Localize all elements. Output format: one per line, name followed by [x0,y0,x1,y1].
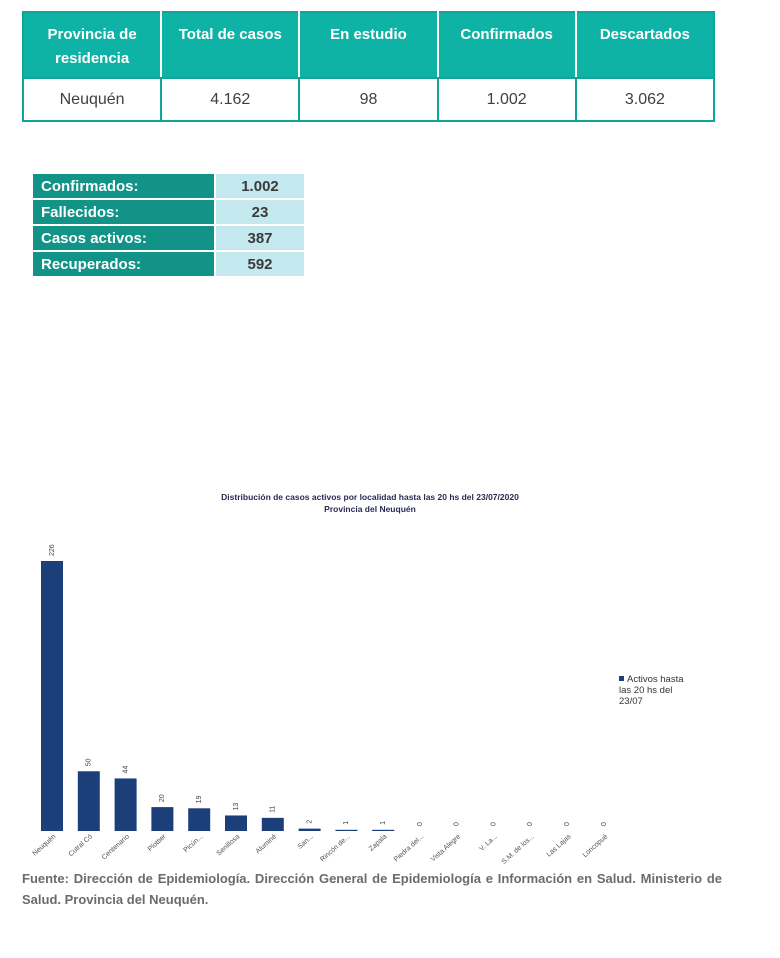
bar-2 [115,778,137,831]
status-row-confirmados [33,174,304,198]
status-row-recuperados [33,252,304,276]
x-tick-label-4: Picún... [182,833,205,855]
data-label-8: 1 [343,820,351,825]
data-label-7: 2 [306,819,314,824]
x-tick-label-9: Zapala [367,833,389,853]
header-total-casos: Total de casos [161,12,299,78]
x-tick-label-3: Plottier [146,833,168,854]
bar-9 [372,830,394,831]
data-label-3: 20 [159,794,167,803]
data-label-4: 19 [196,795,204,804]
legend-swatch [619,676,624,681]
data-label-9: 1 [380,820,388,825]
data-label-15: 0 [600,822,608,826]
x-tick-label-1: Cutral Có [67,833,95,859]
data-label-10: 0 [416,822,424,826]
case-status-table [33,172,304,278]
data-label-0: 226 [48,544,56,556]
status-value: 1.002 [216,174,304,198]
header-en-estudio: En estudio [299,12,437,78]
bar-3 [151,807,173,831]
x-tick-label-5: Senillosa [215,833,242,858]
bar-7 [299,829,321,831]
x-tick-label-12: V. La... [478,833,499,853]
legend-label-line: las 20 hs del [619,685,673,696]
legend [619,674,684,707]
legend-label-line: Activos hasta [627,674,684,685]
x-tick-label-2: Centenario [100,833,131,862]
bar-5 [225,815,247,831]
status-value: 592 [216,252,304,276]
cases-summary-table [22,11,715,122]
x-tick-label-11: Vista Alegre [429,833,463,864]
x-tick-label-7: San... [296,833,315,851]
x-tick-label-14: Las Lajas [545,833,573,859]
status-label: Recuperados: [33,252,216,276]
bar-1 [78,771,100,831]
header-provincia: Provincia de residencia [23,12,161,78]
data-label-11: 0 [453,822,461,826]
data-label-14: 0 [564,822,572,826]
cell-confirmados: 1.002 [438,78,576,121]
cell-en-estudio: 98 [299,78,437,121]
bar-0 [41,561,63,831]
summary-data-row [23,78,714,121]
source-note: Fuente: Dirección de Epidemiología. Dirección General de Epidemiología e Información en Salud. Ministerio de Salud. Provincia del Neuquén. [22,871,722,907]
status-row-casos-activos [33,226,304,250]
status-value: 387 [216,226,304,250]
data-label-12: 0 [490,822,498,826]
bar-4 [188,808,210,831]
cell-descartados: 3.062 [576,78,714,121]
cell-total-casos: 4.162 [161,78,299,121]
x-tick-label-13: S.M. de los... [500,833,536,866]
data-label-1: 50 [85,758,93,767]
summary-header-row [23,12,714,78]
active-cases-bar-chart [0,488,780,868]
legend-label-line: 23/07 [619,696,643,707]
status-value: 23 [216,200,304,224]
status-label: Casos activos: [33,226,216,250]
x-tick-label-10: Piedra del... [392,833,426,864]
x-tick-label-15: Loncopué [581,833,610,860]
status-label: Fallecidos: [33,200,216,224]
cell-provincia: Neuquén [23,78,161,121]
data-label-2: 44 [122,765,130,774]
header-descartados: Descartados [576,12,714,78]
bar-6 [262,818,284,831]
header-confirmados: Confirmados [438,12,576,78]
status-row-fallecidos [33,200,304,224]
x-tick-label-6: Aluminé [254,833,279,856]
x-axis-tick-labels [32,833,610,866]
status-label: Confirmados: [33,174,216,198]
chart-subtitle: Provincia del Neuquén [324,504,416,514]
data-label-5: 13 [232,802,240,811]
bar-8 [335,830,357,831]
chart-title: Distribución de casos activos por localidad hasta las 20 hs del 23/07/2020 [221,492,519,502]
data-label-13: 0 [527,822,535,826]
x-tick-label-8: Rincón de... [319,833,352,864]
x-tick-label-0: Neuquén [31,833,58,858]
bar-series [41,561,394,831]
data-label-6: 11 [269,805,277,813]
legend-label [619,674,684,707]
